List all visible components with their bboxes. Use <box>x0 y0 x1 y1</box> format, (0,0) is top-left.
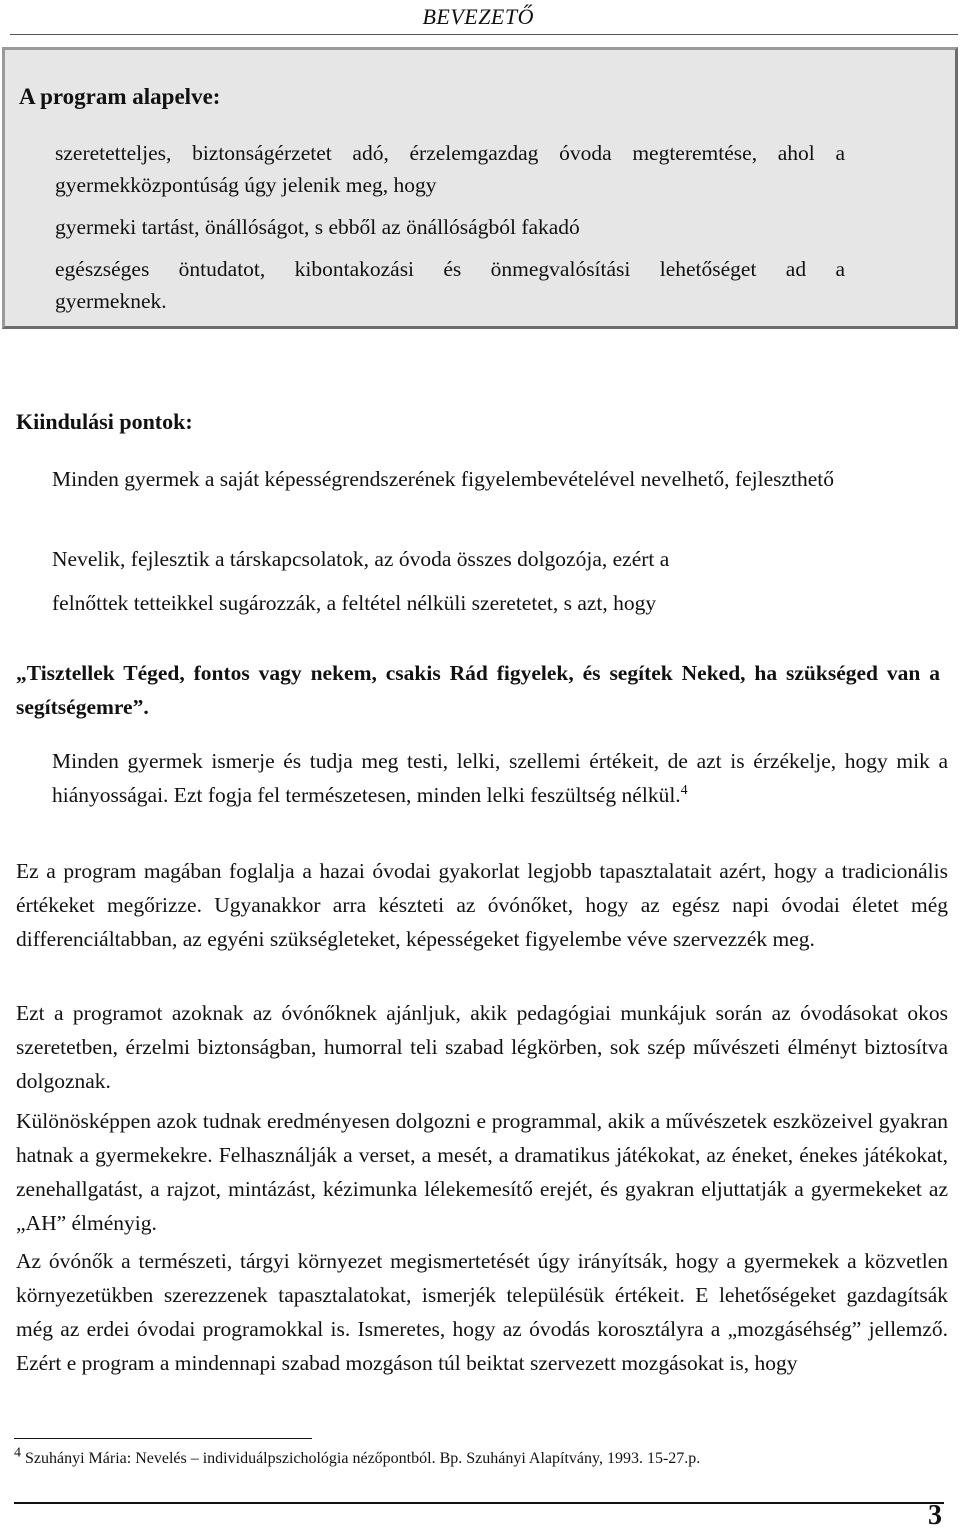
page-number: 3 <box>928 1500 942 1531</box>
principles-line-4: gyermeknek. <box>55 289 167 313</box>
footnote-number: 4 <box>14 1445 21 1461</box>
principles-box <box>2 47 958 329</box>
footnote <box>14 1445 701 1468</box>
body-paragraph-1: Ez a program magában foglalja a hazai óvodai gyakorlat legjobb tapasztalatait azért, hogy a tradicionális értékeket megőrizze. Ugyanakkor arra készteti az óvónőket, hogy az egész napi óvodai életet még differenciáltabban, az egyéni szükségleteket, képességeket figyelembe véve szervezzék meg. <box>16 859 948 951</box>
footnote-ref: 4 <box>680 782 688 798</box>
body-paragraph-4: Az óvónők a természeti, tárgyi környezet megismertetését úgy irányítsák, hogy a gyermekek a közvetlen környezetükben szerezzenek tapasztalatokat, ismerjék településük értékeit. E lehetőségeket gazdagítsák még az erdei óvodai programokkal is. Ismeretes, hogy az óvodás korosztályra a „mozgáséhség” jellemző. Ezért e program a mindennapi szabad mozgáson túl beiktat szervezett mozgásokat is, hogy <box>16 1249 948 1375</box>
footer-rule <box>14 1502 944 1504</box>
body-paragraph-3: Különösképpen azok tudnak eredményesen dolgozni e programmal, akik a művészetek eszközeivel gyakran hatnak a gyermekekre. Felhasználják a verset, a mesét, a dramatikus játékokat, az éneket, énekes játékokat, zenehallgatást, a rajzot, mintázást, kézimunka lélekemesítő erejét, és gyakran eljuttatják a gyermekeket az „AH” élményig. <box>16 1109 948 1235</box>
running-header: BEVEZETŐ <box>422 4 534 29</box>
body-paragraph-2: Ezt a programot azoknak az óvónőknek ajánljuk, akik pedagógiai munkájuk során az óvodásokat okos szeretetben, érzelmi biztonságban, humorral teli szabad légkörben, sok szép művészeti élményt biztosítva dolgoznak. <box>16 1001 948 1093</box>
footnote-text: Szuhányi Mária: Nevelés – individuálpszichológia nézőpontból. Bp. Szuhányi Alapítvány, 1993. 15-27.p. <box>25 1450 701 1467</box>
principles-body <box>55 137 845 317</box>
footnote-rule <box>14 1438 312 1439</box>
starting-point-4-text: Minden gyermek ismerje és tudja meg testi, lelki, szellemi értékeit, de azt is érzékelje, hogy mik a hiányosságai. Ezt fogja fel természetesen, minden lelki feszültség nélkül. <box>52 749 948 807</box>
principles-line-2: gyermeki tartást, önállóságot, s ebből az önállóságból fakadó <box>55 215 580 239</box>
principles-line-3: egészséges öntudatot, kibontakozási és önmegvalósítási lehetőséget ad a <box>55 257 845 281</box>
header-rule <box>10 34 958 35</box>
starting-point-1: Minden gyermek a saját képességrendszerének figyelembevételével nevelhető, fejleszthető <box>52 467 835 491</box>
starting-point-4 <box>52 744 948 812</box>
starting-point-3: felnőttek tetteikkel sugározzák, a feltétel nélküli szeretetet, s azt, hogy <box>52 591 657 615</box>
principles-line-1: szeretetteljes, biztonságérzetet adó, érzelemgazdag óvoda megteremtése, ahol a gyermekközpontúság úgy jelenik meg, hogy <box>55 141 845 197</box>
principles-title: A program alapelve: <box>19 84 221 109</box>
starting-points-title: Kiindulási pontok: <box>16 409 193 434</box>
starting-point-2: Nevelik, fejlesztik a társkapcsolatok, az óvoda összes dolgozója, ezért a <box>52 547 670 571</box>
quote: „Tisztellek Téged, fontos vagy nekem, csakis Rád figyelek, és segítek Neked, ha szükséged van a segítségemre”. <box>16 661 940 719</box>
